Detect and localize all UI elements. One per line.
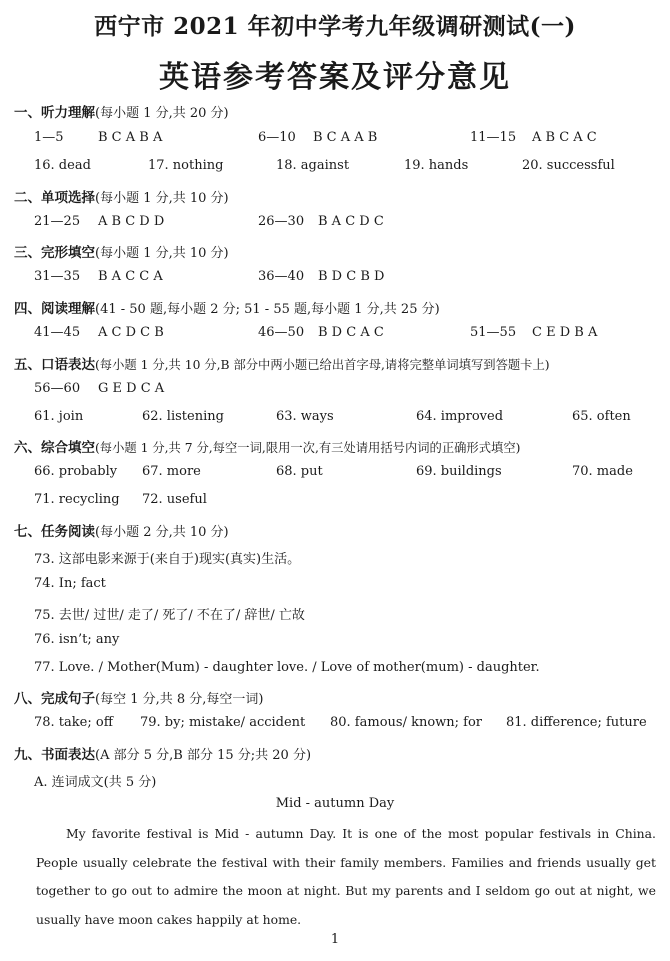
section-5-title: 五、口语表达 — [14, 357, 95, 373]
section-7-note: (每小题 2 分,共 10 分) — [95, 525, 229, 540]
answer-item: 64. improved — [416, 409, 504, 424]
section-8-title: 八、完成句子 — [14, 691, 95, 707]
answer-text: 73. 这部电影来源于(来自于)现实(真实)生活。 — [34, 552, 301, 567]
section-8-note: (每空 1 分,共 8 分,每空一词) — [95, 692, 264, 707]
answer-text: 75. 去世/ 过世/ 走了/ 死了/ 不在了/ 辞世/ 亡故 — [34, 608, 305, 623]
answer-item: 80. famous/ known; for — [330, 715, 483, 730]
answer-letters: A C D C B — [98, 325, 164, 340]
answer-letters: C E D B A — [532, 325, 598, 340]
answer-letters: A B C D D — [98, 214, 165, 229]
answer-key-title: 英语参考答案及评分意见 — [159, 60, 511, 95]
answer-item: 62. listening — [142, 409, 224, 424]
answer-letters: A B C A C — [532, 130, 597, 145]
answer-item: 68. put — [276, 464, 323, 479]
answer-range: 41—45 — [34, 325, 81, 340]
answer-letters: B A C D C — [318, 214, 384, 229]
section-1-title: 一、听力理解 — [14, 105, 95, 121]
answer-item: 70. made — [572, 464, 633, 479]
answer-range: 6—10 — [258, 130, 296, 145]
answer-letters: B A C C A — [98, 269, 163, 284]
answer-item: 17. nothing — [148, 158, 224, 173]
section-5-row-1 — [0, 378, 670, 402]
answer-item: 72. useful — [142, 492, 207, 507]
section-1-row-2 — [0, 155, 670, 179]
answer-text: 76. isn’t; any — [34, 632, 120, 647]
section-1-row-1 — [0, 127, 670, 151]
exam-title: 西宁市 2021 年初中学考九年级调研测试(一) — [94, 13, 576, 40]
section-6-note: (每小题 1 分,共 7 分,每空一词,限用一次,有三处请用括号内词的正确形式填空) — [95, 441, 521, 455]
section-5-row-2 — [0, 406, 670, 430]
section-6-row-1 — [0, 461, 670, 485]
answer-item: 67. more — [142, 464, 201, 479]
answer-text: 77. Love. / Mother(Mum) - daughter love. / Love of mother(mum) - daughter. — [34, 660, 540, 675]
section-9-title: 九、书面表达 — [14, 747, 95, 763]
answer-item: 16. dead — [34, 158, 91, 173]
section-4-note: (41 - 50 题,每小题 2 分; 51 - 55 题,每小题 1 分,共 25 分) — [95, 302, 440, 317]
section-5-note: (每小题 1 分,共 10 分,B 部分中两小题已给出首字母,请将完整单词填写到答题卡上) — [95, 358, 550, 372]
answer-item: 19. hands — [404, 158, 469, 173]
section-1-heading — [0, 98, 670, 122]
answer-range: 31—35 — [34, 269, 81, 284]
section-6-row-2 — [0, 489, 670, 513]
section-4-heading — [0, 294, 670, 318]
answer-letters: B D C B D — [318, 269, 385, 284]
answer-76 — [0, 629, 670, 653]
answer-range: 11—15 — [470, 130, 517, 145]
section-9-heading — [0, 740, 670, 764]
answer-item: 65. often — [572, 409, 631, 424]
answer-item: 69. buildings — [416, 464, 502, 479]
section-7-heading — [0, 517, 670, 541]
page-number: 1 — [330, 932, 340, 947]
answer-letters: G E D C A — [98, 381, 165, 396]
answer-range: 26—30 — [258, 214, 305, 229]
section-4-row-1 — [0, 322, 670, 346]
answer-item: 79. by; mistake/ accident — [140, 715, 306, 730]
section-6-title: 六、综合填空 — [14, 440, 95, 456]
answer-item: 63. ways — [276, 409, 334, 424]
section-2-row-1 — [0, 211, 670, 235]
answer-text: 74. In; fact — [34, 576, 106, 591]
answer-letters: B C A B A — [98, 130, 163, 145]
answer-item: 61. join — [34, 409, 84, 424]
answer-range: 51—55 — [470, 325, 517, 340]
section-2-heading — [0, 183, 670, 207]
section-1-note: (每小题 1 分,共 20 分) — [95, 106, 229, 121]
section-5-heading — [0, 350, 670, 374]
section-3-row-1 — [0, 266, 670, 290]
answer-item: 20. successful — [522, 158, 615, 173]
answer-range: 1—5 — [34, 130, 64, 145]
section-8-row-1 — [0, 712, 670, 736]
section-2-title: 二、单项选择 — [14, 190, 95, 206]
section-6-heading — [0, 433, 670, 457]
answer-letters: B C A A B — [313, 130, 378, 145]
section-8-heading — [0, 684, 670, 708]
section-7-title: 七、任务阅读 — [14, 524, 95, 540]
answer-item: 81. difference; future — [506, 715, 647, 730]
answer-item: 71. recycling — [34, 492, 120, 507]
section-3-heading — [0, 238, 670, 262]
answer-item: 66. probably — [34, 464, 118, 479]
answer-77 — [0, 657, 670, 681]
section-2-note: (每小题 1 分,共 10 分) — [95, 191, 229, 206]
part-a-heading — [0, 768, 670, 792]
section-4-title: 四、阅读理解 — [14, 301, 95, 317]
section-3-note: (每小题 1 分,共 10 分) — [95, 246, 229, 261]
answer-range: 46—50 — [258, 325, 305, 340]
essay-paragraph — [36, 820, 656, 934]
answer-range: 56—60 — [34, 381, 81, 396]
part-a-label: A. 连词成文(共 5 分) — [34, 775, 157, 790]
essay-title: Mid - autumn Day — [275, 796, 395, 811]
answer-74 — [0, 573, 670, 597]
answer-75 — [0, 601, 670, 625]
answer-item: 78. take; off — [34, 715, 113, 730]
answer-letters: B D C A C — [318, 325, 384, 340]
section-9-note: (A 部分 5 分,B 部分 15 分;共 20 分) — [95, 748, 312, 763]
answer-range: 36—40 — [258, 269, 305, 284]
answer-range: 21—25 — [34, 214, 81, 229]
answer-73 — [0, 545, 670, 569]
essay-text: My favorite festival is Mid - autumn Day. It is one of the most popular festivals in China. People usually celebrate the festival with their family members. Families and friends usually get together to go out to admire the moon at night. But my parents and I seldom go out at night, we usually have moon cakes happily at home. — [36, 826, 656, 927]
section-3-title: 三、完形填空 — [14, 245, 95, 261]
answer-item: 18. against — [276, 158, 350, 173]
